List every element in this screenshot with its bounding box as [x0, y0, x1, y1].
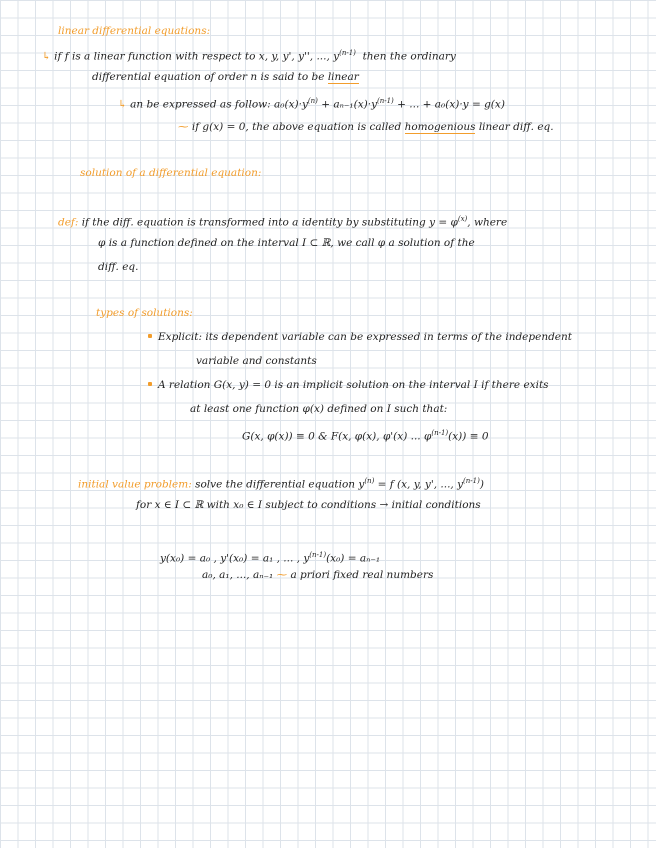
superscript: (n-1) — [463, 477, 480, 485]
line-implicit-1: A relation G(x, y) = 0 is an implicit solution on the interval I if there exits — [158, 379, 549, 391]
section-heading-ivp: initial value problem: — [78, 478, 192, 491]
line-constants — [202, 568, 433, 582]
superscript: (n-1) — [309, 551, 327, 559]
line-implicit-2: at least one function φ(x) defined on I such that: — [190, 403, 448, 415]
underlined-term-linear: linear — [327, 71, 359, 83]
text: (x₀) = aₙ₋₁ — [326, 552, 381, 565]
superscript: (n-1) — [431, 429, 449, 437]
line-def-1 — [58, 212, 507, 230]
def-label: def: — [58, 216, 79, 229]
squiggle-arrow-icon: ⁓ — [276, 569, 288, 581]
squiggle-arrow-icon: ⁓ — [178, 121, 189, 133]
line-def-3: diff. eq. — [98, 261, 139, 273]
text: + ... + a₀(x)·y = g(x) — [393, 98, 505, 111]
arrow-icon: ↳ — [42, 50, 51, 63]
section-heading-types: types of solutions: — [96, 307, 193, 319]
line-explicit-1: Explicit: its dependent variable can be expressed in terms of the independent — [158, 331, 573, 343]
text: an be expressed as follow: a₀(x)·y — [130, 98, 308, 111]
line-implicit-3 — [242, 426, 489, 444]
text: + aₙ₋₁(x)·y — [317, 98, 377, 111]
text: linear diff. eq. — [478, 121, 554, 133]
line-homogeneous — [178, 120, 554, 134]
line-explicit-2: variable and constants — [196, 355, 317, 367]
line-ivp-1 — [78, 474, 484, 492]
line-linear-def-2 — [92, 70, 359, 84]
line-ivp-2: for x ∈ I ⊂ ℝ with x₀ ∈ I subject to conditions → initial conditions — [136, 499, 481, 511]
section-heading-solution: solution of a differential equation: — [80, 167, 262, 179]
text: , where — [467, 216, 508, 229]
text: a priori fixed real numbers — [290, 569, 434, 581]
line-linear-form — [118, 94, 505, 112]
text: a₀, a₁, ..., aₙ₋₁ — [202, 569, 274, 581]
section-heading-linear-de: linear differential equations: — [58, 25, 211, 37]
text: if f is a linear function with respect to x, y, y', y'', ..., y — [54, 50, 340, 63]
superscript: (x) — [457, 215, 468, 223]
underlined-term-homogeneous: homogenious — [404, 121, 476, 133]
text: if g(x) = 0, the above equation is called — [191, 121, 402, 133]
line-linear-def-1 — [42, 46, 456, 64]
arrow-icon: ↳ — [118, 98, 127, 111]
text: G(x, φ(x)) ≡ 0 & F(x, φ(x), φ'(x) ... φ — [242, 430, 432, 443]
text: y(x₀) = a₀ , y'(x₀) = a₁ , ... , y — [160, 552, 310, 565]
text: = f (x, y, y', ..., y — [374, 478, 464, 491]
superscript: (n-1) — [377, 97, 394, 105]
text: (x)) ≡ 0 — [448, 430, 489, 443]
text: solve the differential equation y — [195, 478, 365, 491]
bullet-icon — [148, 382, 152, 386]
superscript: (n) — [364, 477, 375, 485]
text: differential equation of order n is said to be — [92, 71, 325, 83]
superscript: (n) — [307, 97, 318, 105]
line-def-2: φ is a function defined on the interval I ⊂ ℝ, we call φ a solution of the — [98, 237, 475, 249]
bullet-icon — [148, 334, 152, 338]
text: if the diff. equation is transformed into a identity by substituting y = φ — [81, 216, 458, 229]
text: ) — [479, 478, 484, 491]
superscript: (n-1) — [339, 49, 356, 57]
text: then the ordinary — [362, 50, 456, 63]
line-initial-conditions — [160, 548, 380, 566]
